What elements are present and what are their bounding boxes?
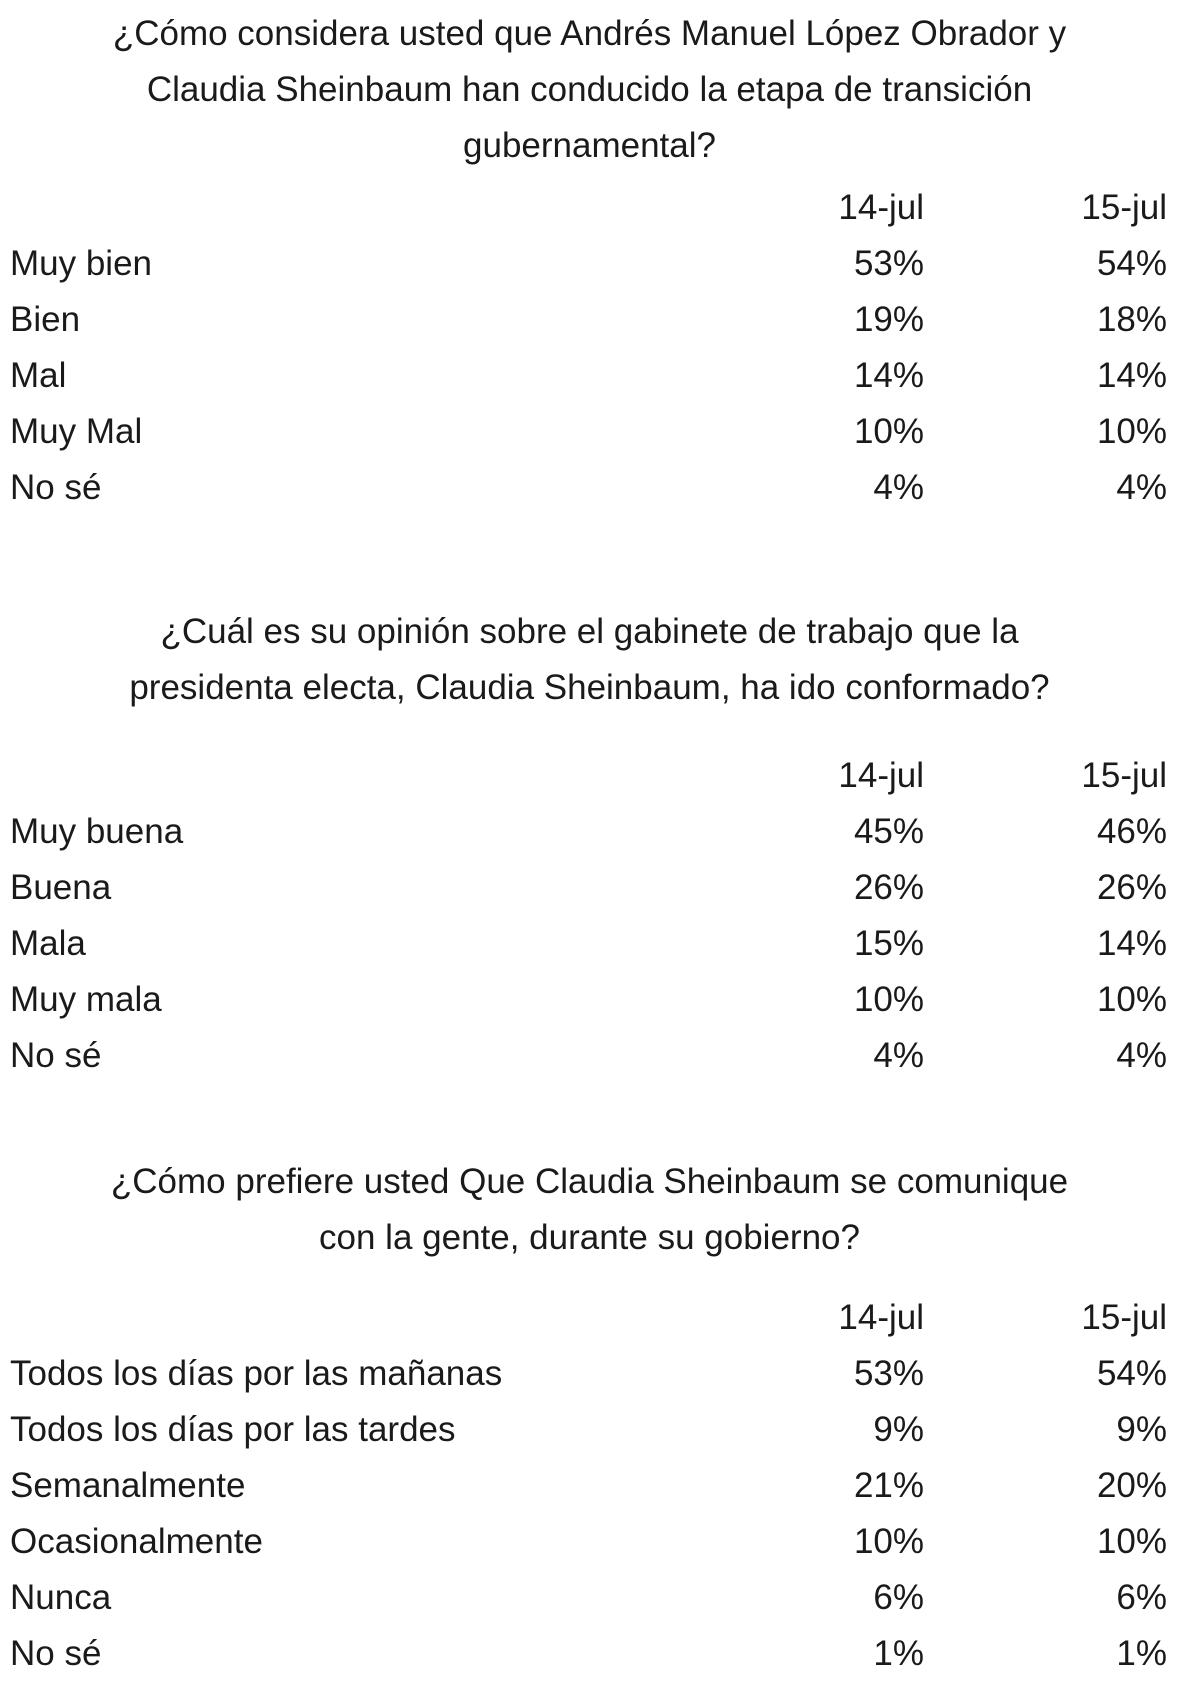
column-header-14-jul: 14-jul bbox=[838, 756, 924, 795]
column-header-15-jul: 15-jul bbox=[1081, 1298, 1167, 1337]
row-value-15-jul: 18% bbox=[1096, 300, 1167, 339]
row-value-15-jul: 10% bbox=[1096, 980, 1167, 1019]
row-label: No sé bbox=[10, 1634, 102, 1673]
question-2 bbox=[0, 604, 1179, 716]
row-value-15-jul: 46% bbox=[1096, 812, 1167, 851]
row-value-15-jul: 20% bbox=[1096, 1466, 1167, 1505]
table-row bbox=[0, 236, 1179, 292]
row-value-14-jul: 4% bbox=[873, 1036, 924, 1075]
row-value-14-jul: 26% bbox=[853, 868, 924, 907]
row-value-15-jul: 4% bbox=[1116, 468, 1167, 507]
row-value-14-jul: 53% bbox=[853, 244, 924, 283]
row-value-15-jul: 54% bbox=[1096, 244, 1167, 283]
row-label: Nunca bbox=[10, 1578, 112, 1617]
row-value-15-jul: 14% bbox=[1096, 924, 1167, 963]
row-label: Todos los días por las tardes bbox=[10, 1410, 456, 1449]
row-value-14-jul: 19% bbox=[853, 300, 924, 339]
table-row bbox=[0, 1514, 1179, 1570]
column-header-14-jul: 14-jul bbox=[838, 188, 924, 227]
question-1 bbox=[0, 6, 1179, 174]
table-row bbox=[0, 460, 1179, 516]
row-label: Mala bbox=[10, 924, 86, 963]
table-row bbox=[0, 916, 1179, 972]
table-row bbox=[0, 292, 1179, 348]
row-label: Buena bbox=[10, 868, 112, 907]
row-value-14-jul: 6% bbox=[873, 1578, 924, 1617]
row-label: Bien bbox=[10, 300, 81, 339]
table-row bbox=[0, 1346, 1179, 1402]
question-2-line-1: ¿Cuál es su opinión sobre el gabinete de trabajo que la bbox=[160, 612, 1019, 651]
row-value-14-jul: 21% bbox=[853, 1466, 924, 1505]
question-3-line-1: ¿Cómo prefiere usted Que Claudia Sheinbaum se comunique bbox=[110, 1162, 1069, 1201]
row-value-15-jul: 14% bbox=[1096, 356, 1167, 395]
row-value-14-jul: 9% bbox=[873, 1410, 924, 1449]
row-label: Ocasionalmente bbox=[10, 1522, 263, 1561]
question-3 bbox=[0, 1154, 1179, 1266]
row-value-15-jul: 10% bbox=[1096, 412, 1167, 451]
row-value-14-jul: 15% bbox=[853, 924, 924, 963]
table-row bbox=[0, 972, 1179, 1028]
row-label: Mal bbox=[10, 356, 67, 395]
row-value-15-jul: 1% bbox=[1116, 1634, 1167, 1673]
row-value-15-jul: 6% bbox=[1116, 1578, 1167, 1617]
table-row bbox=[0, 804, 1179, 860]
table-3-header bbox=[0, 1290, 1179, 1346]
table-row bbox=[0, 1028, 1179, 1084]
row-value-14-jul: 14% bbox=[853, 356, 924, 395]
question-1-line-1: ¿Cómo considera usted que Andrés Manuel López Obrador y bbox=[112, 14, 1067, 53]
row-label: No sé bbox=[10, 468, 102, 507]
row-value-14-jul: 10% bbox=[853, 980, 924, 1019]
column-header-15-jul: 15-jul bbox=[1081, 188, 1167, 227]
column-header-14-jul: 14-jul bbox=[838, 1298, 924, 1337]
table-row bbox=[0, 1626, 1179, 1682]
table-row bbox=[0, 1458, 1179, 1514]
row-value-15-jul: 54% bbox=[1096, 1354, 1167, 1393]
row-value-15-jul: 9% bbox=[1116, 1410, 1167, 1449]
row-label: Muy Mal bbox=[10, 412, 143, 451]
column-header-15-jul: 15-jul bbox=[1081, 756, 1167, 795]
row-value-14-jul: 1% bbox=[873, 1634, 924, 1673]
row-value-14-jul: 4% bbox=[873, 468, 924, 507]
row-value-14-jul: 10% bbox=[853, 412, 924, 451]
row-label: Muy mala bbox=[10, 980, 162, 1019]
table-2-header bbox=[0, 748, 1179, 804]
question-3-line-2: con la gente, durante su gobierno? bbox=[319, 1218, 860, 1257]
question-1-line-3: gubernamental? bbox=[463, 126, 716, 165]
table-1-header bbox=[0, 180, 1179, 236]
row-label: Muy buena bbox=[10, 812, 184, 851]
row-value-14-jul: 45% bbox=[853, 812, 924, 851]
question-2-line-2: presidenta electa, Claudia Sheinbaum, ha ido conformado? bbox=[129, 668, 1050, 707]
row-value-15-jul: 26% bbox=[1096, 868, 1167, 907]
table-row bbox=[0, 1402, 1179, 1458]
row-label: No sé bbox=[10, 1036, 102, 1075]
table-row bbox=[0, 404, 1179, 460]
row-value-14-jul: 53% bbox=[853, 1354, 924, 1393]
row-value-15-jul: 10% bbox=[1096, 1522, 1167, 1561]
row-value-15-jul: 4% bbox=[1116, 1036, 1167, 1075]
table-row bbox=[0, 860, 1179, 916]
row-value-14-jul: 10% bbox=[853, 1522, 924, 1561]
table-row bbox=[0, 348, 1179, 404]
question-1-line-2: Claudia Sheinbaum han conducido la etapa de transición bbox=[146, 70, 1033, 109]
row-label: Muy bien bbox=[10, 244, 153, 283]
row-label: Semanalmente bbox=[10, 1466, 246, 1505]
table-row bbox=[0, 1570, 1179, 1626]
row-label: Todos los días por las mañanas bbox=[10, 1354, 503, 1393]
